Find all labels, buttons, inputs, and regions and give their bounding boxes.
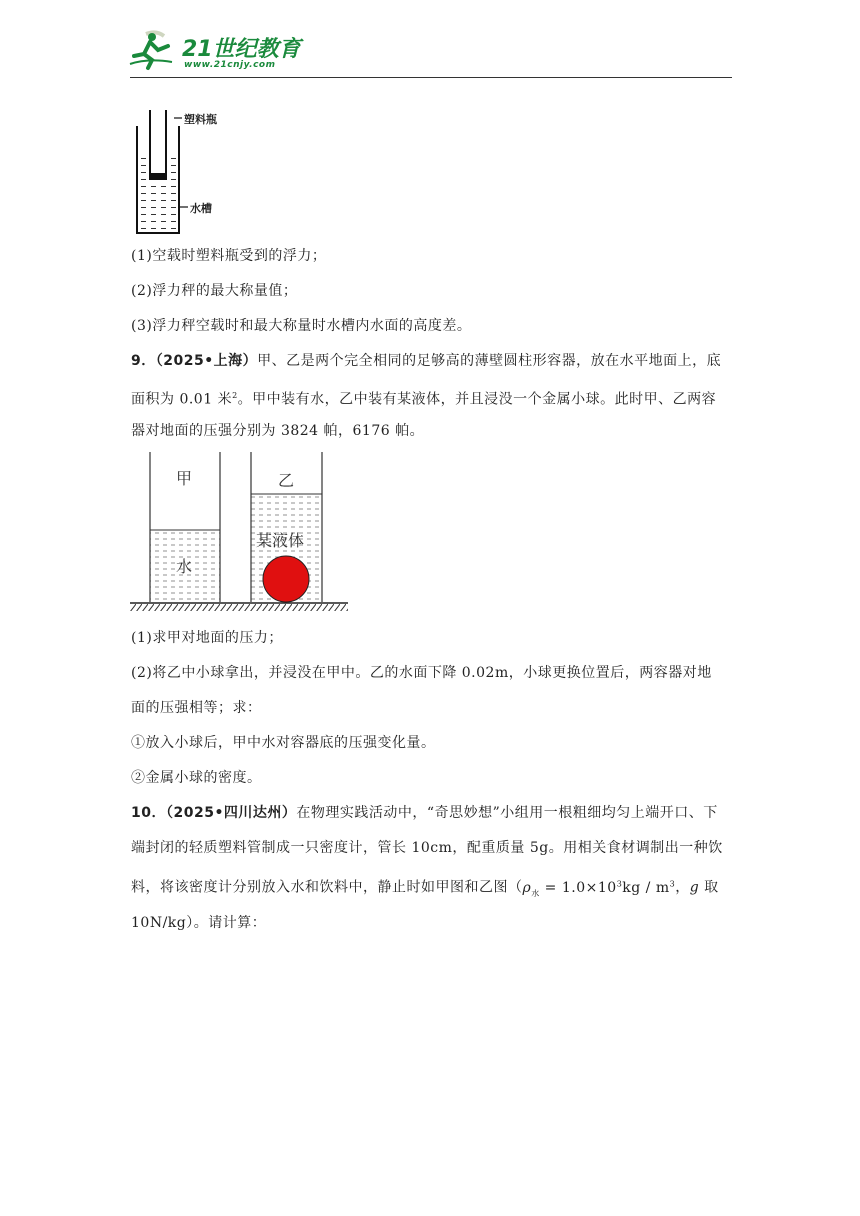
label-water: 水 [176, 557, 193, 576]
formula-rho: ρ [522, 879, 532, 896]
q10-line-4: 10N/kg）。请计算： [131, 915, 267, 931]
q9-item-2-cont: 面的压强相等；求： [131, 700, 262, 716]
metal-ball [263, 556, 309, 602]
q9-item-2: (2)将乙中小球拿出，并浸没在甲中。乙的水面下降 0.02m，小球更换位置后，两容器对地 [131, 665, 712, 681]
formula-unit-exp: 3 [669, 879, 676, 888]
q10-text-3c: 取 [699, 879, 719, 896]
q9-text-2a: 面积为 0.01 米 [131, 391, 233, 408]
q8-item-1: (1)空载时塑料瓶受到的浮力； [131, 248, 327, 264]
formula-unit: kg / m [622, 879, 670, 896]
g-symbol: g [689, 879, 700, 896]
q9-text-1: 甲、乙是两个完全相同的足够高的薄壁圆柱形容器，放在水平地面上，底 [257, 353, 722, 369]
q9-text-2b: 。甲中装有水，乙中装有某液体，并且浸没一个金属小球。此时甲、乙两容 [237, 391, 717, 408]
density-formula [523, 880, 676, 896]
q10-number: 10． [131, 805, 166, 821]
q10-text-3a: 料，将该密度计分别放入水和饮料中，静止时如甲图和乙图（ [131, 879, 523, 896]
formula-eq: = 1.0×10 [539, 879, 617, 896]
logo-main-text: 21世纪教育 [182, 37, 301, 62]
runner-logo-icon [128, 28, 180, 72]
formula-sub: 水 [531, 888, 540, 898]
q10-source: （2025•四川达州） [165, 805, 297, 821]
q9-text-2-sup: 2 [232, 391, 238, 400]
q10-line-2: 端封闭的轻质塑料管制成一只密度计，管长 10cm，配重质量 5g。用相关食材调制出一种饮 [131, 840, 723, 856]
q10-text-1: 在物理实践活动中，“奇思妙想”小组用一根粗细均匀上端开口、下 [296, 805, 718, 821]
q9-line-1 [131, 351, 721, 371]
q8-item-2: (2)浮力秤的最大称量值； [131, 283, 298, 299]
q10-text-3b: ， [675, 879, 690, 896]
q8-item-3: (3)浮力秤空载时和最大称量时水槽内水面的高度差。 [131, 318, 472, 334]
q10-line-3 [131, 874, 719, 903]
label-jia: 甲 [176, 469, 193, 488]
q9-item-1: (1)求甲对地面的压力； [131, 630, 283, 646]
figure-containers [130, 452, 352, 612]
label-bottle: 塑料瓶 [184, 113, 217, 126]
label-yi: 乙 [278, 471, 295, 490]
q9-line-3: 器对地面的压强分别为 3824 帕，6176 帕。 [131, 423, 425, 439]
label-liquid: 某液体 [256, 531, 305, 550]
q9-number: 9． [131, 353, 156, 369]
logo-sub-text: www.21cnjy.com [184, 60, 276, 70]
q9-item-2b: ②金属小球的密度。 [131, 770, 262, 786]
formula-exp: 3 [616, 879, 623, 888]
label-tank: 水槽 [190, 202, 212, 215]
header-rule [130, 77, 732, 78]
q9-source: （2025•上海） [155, 353, 258, 369]
q9-item-2a: ①放入小球后，甲中水对容器底的压强变化量。 [131, 735, 436, 751]
header-logo [128, 28, 308, 74]
figure-bottle-tank [130, 106, 250, 236]
q9-line-2 [131, 386, 716, 410]
q10-line-1 [131, 803, 718, 823]
